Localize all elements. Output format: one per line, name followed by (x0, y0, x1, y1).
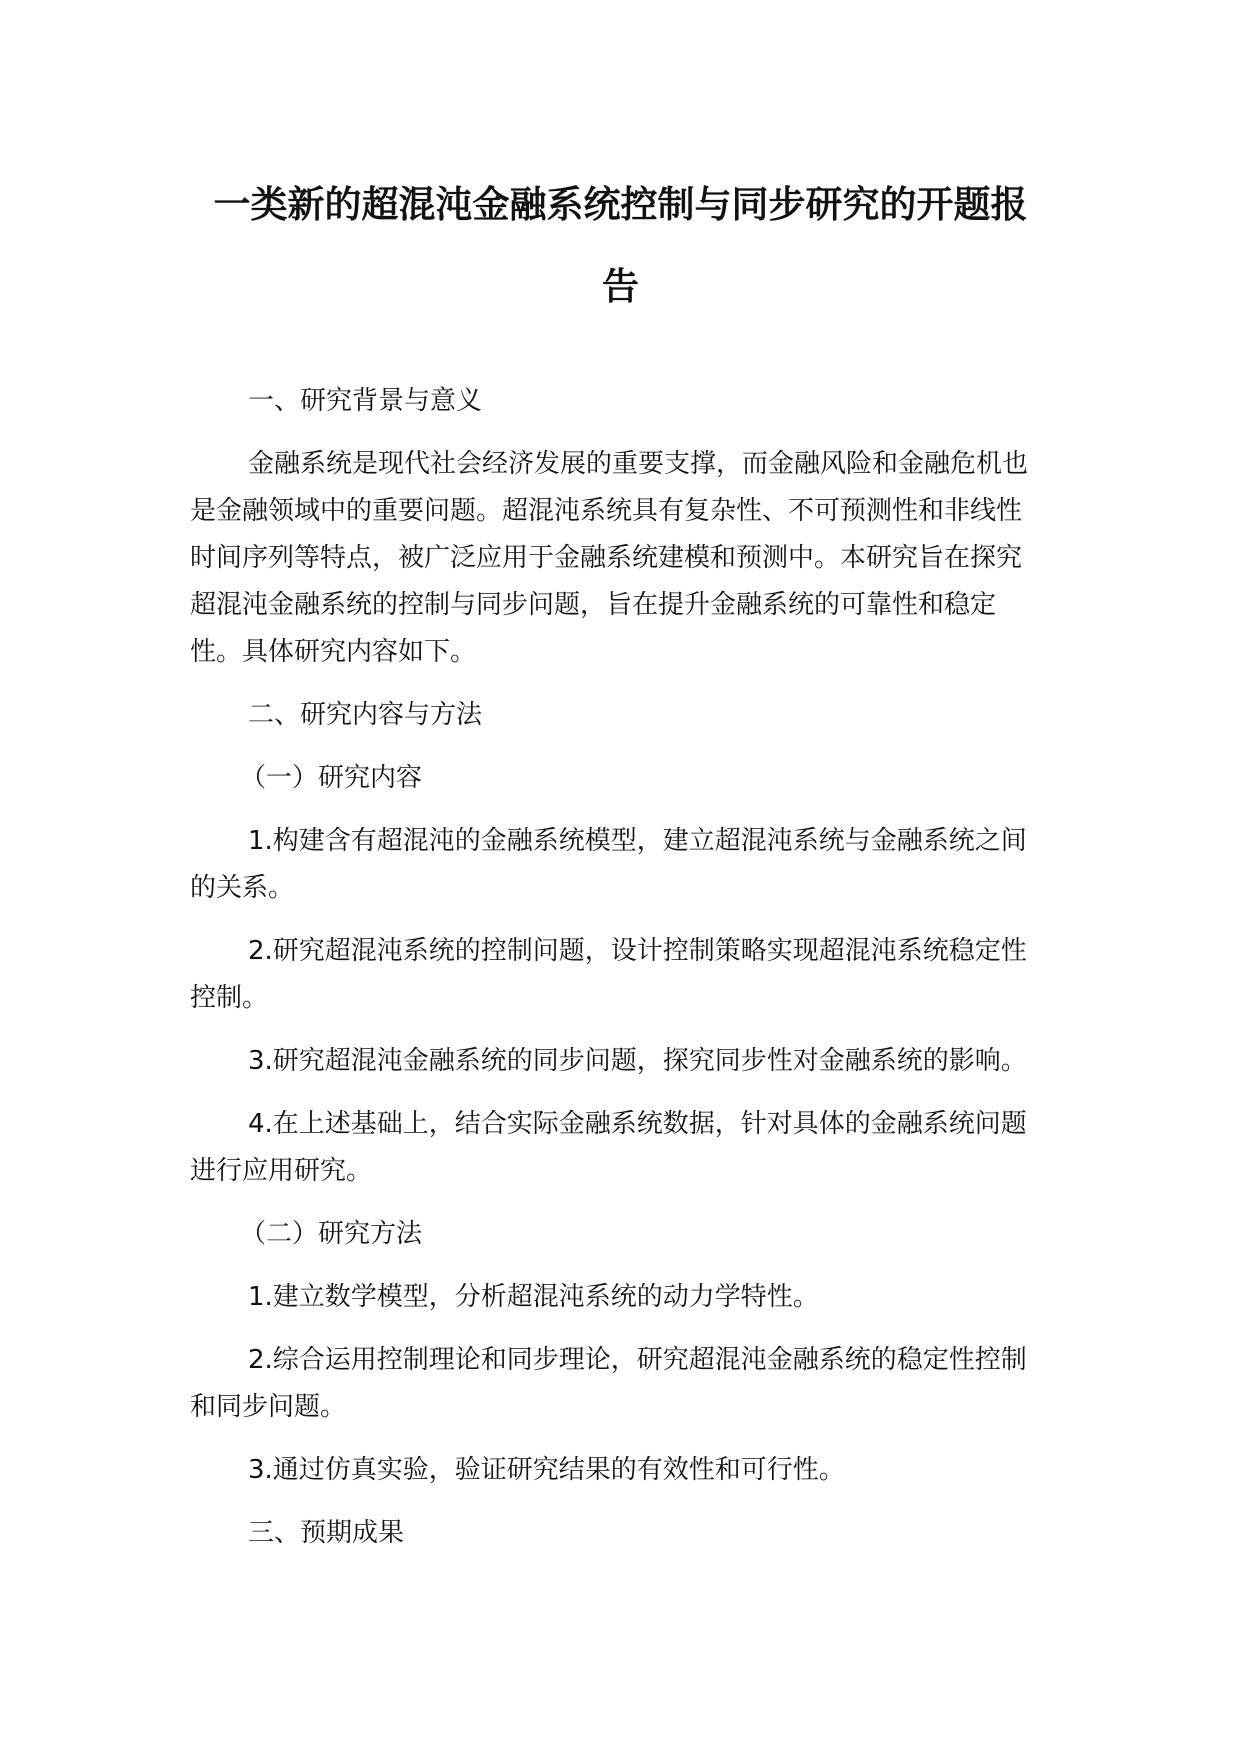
list-item-method-1: 1.建立数学模型，分析超混沌系统的动力学特性。 (248, 1282, 819, 1312)
document-body (190, 378, 1035, 1573)
subsection-heading-content: （一）研究内容 (240, 763, 423, 793)
section-heading-background: 一、研究背景与意义 (248, 386, 483, 416)
list-item-method-3: 3.通过仿真实验，验证研究结果的有效性和可行性。 (248, 1455, 845, 1485)
list-item-content-1: 1.构建含有超混沌的金融系统模型，建立超混沌系统与金融系统之间的关系。 (190, 826, 1027, 903)
list-item-content-3: 3.研究超混沌金融系统的同步问题，探究同步性对金融系统的影响。 (248, 1046, 1027, 1076)
list-item-content-4: 4.在上述基础上，结合实际金融系统数据，针对具体的金融系统问题进行应用研究。 (190, 1109, 1027, 1186)
section-heading-content-methods: 二、研究内容与方法 (248, 700, 483, 730)
document-title-line-2: 告 (602, 265, 639, 308)
paragraph-background: 金融系统是现代社会经济发展的重要支撑，而金融风险和金融危机也是金融领域中的重要问题。超混沌系统具有复杂性、不可预测性和非线性时间序列等特点，被广泛应用于金融系统建模和预测中。本研究旨在探究超混沌金融系统的控制与同步问题，旨在提升金融系统的可靠性和稳定性。具体研究内容如下。 (190, 449, 1029, 667)
list-item-content-2: 2.研究超混沌系统的控制问题，设计控制策略实现超混沌系统稳定性控制。 (190, 936, 1027, 1013)
list-item-method-2: 2.综合运用控制理论和同步理论，研究超混沌金融系统的稳定性控制和同步问题。 (190, 1345, 1027, 1422)
subsection-heading-methods: （二）研究方法 (240, 1219, 423, 1249)
document-title-line-1: 一类新的超混沌金融系统控制与同步研究的开题报 (213, 183, 1028, 226)
section-heading-expected-results: 三、预期成果 (248, 1518, 405, 1548)
